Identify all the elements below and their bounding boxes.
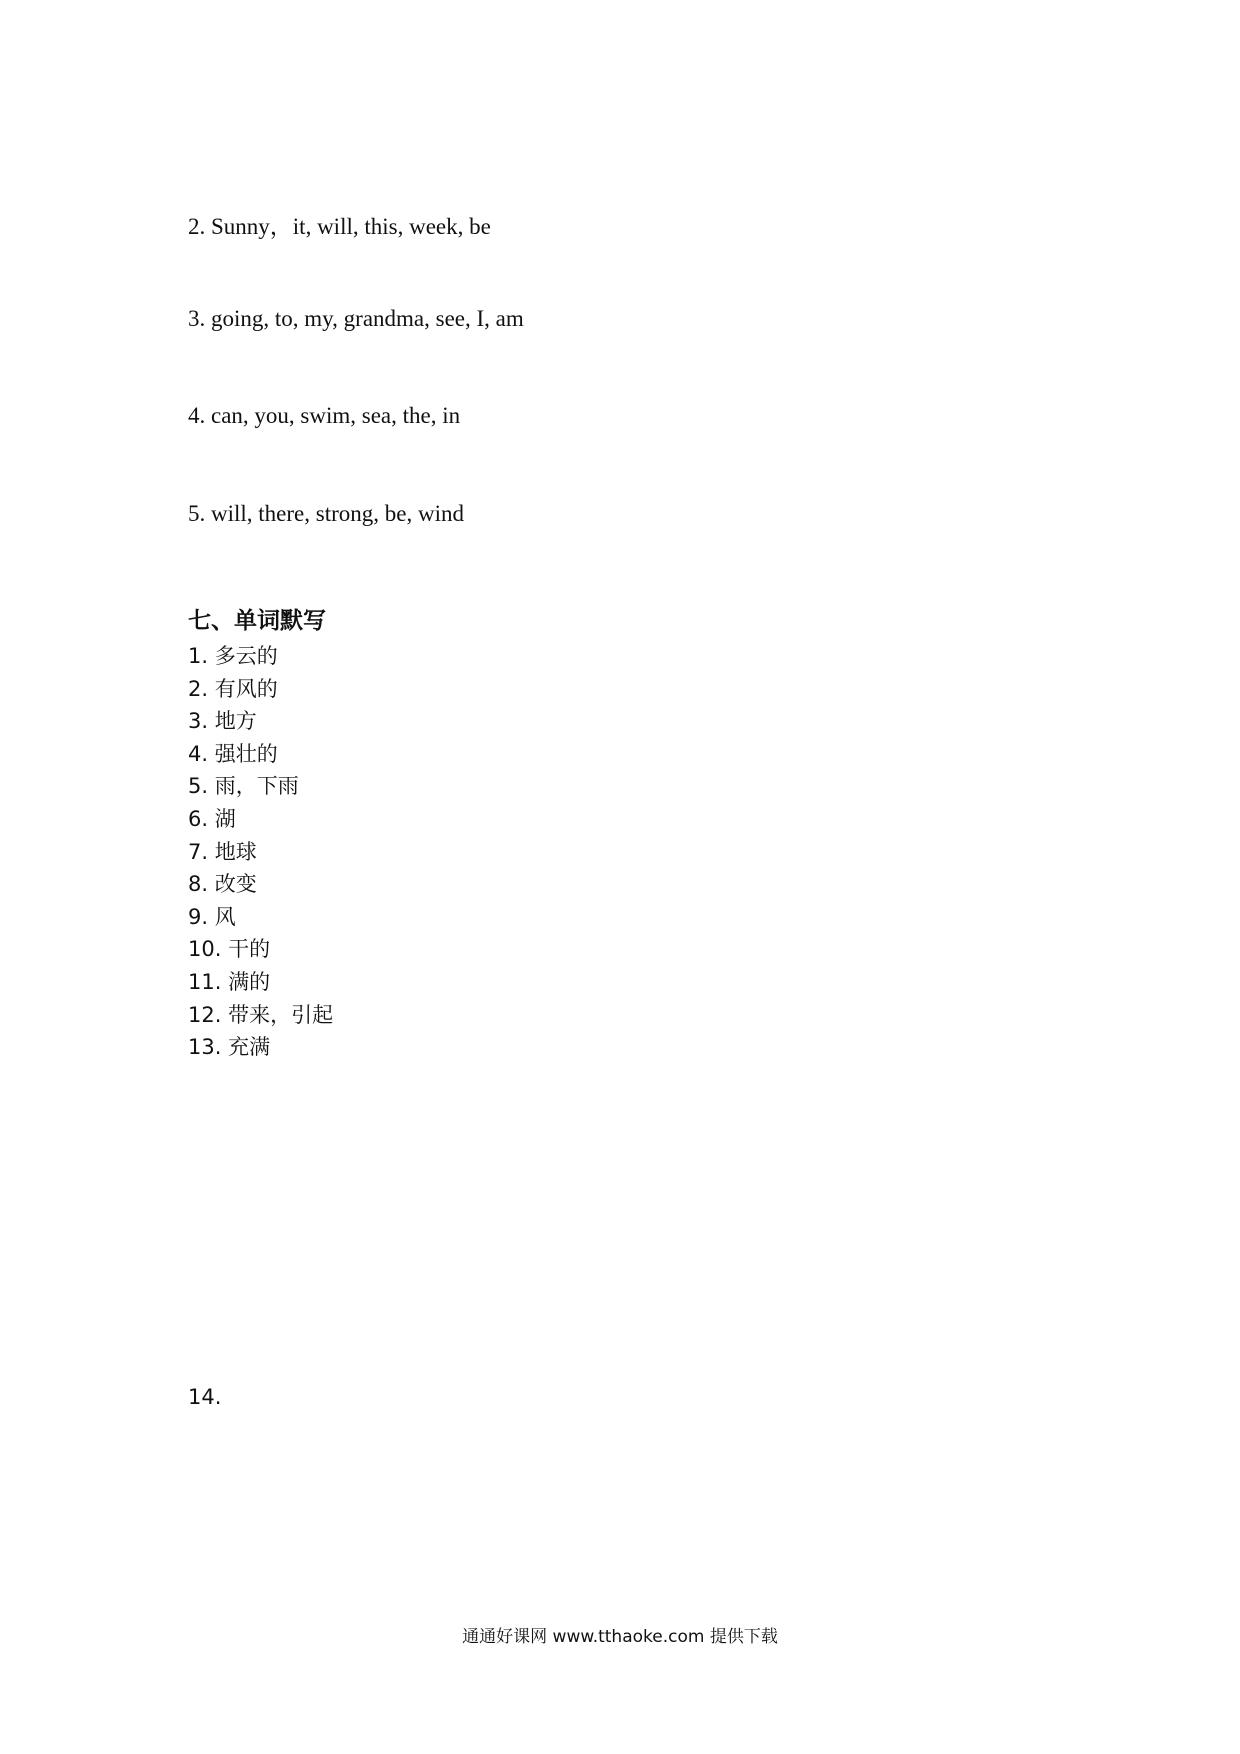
vocab-item: 5. 雨，下雨 — [188, 774, 299, 799]
vocab-item: 6. 湖 — [188, 806, 236, 831]
vocab-item: 7. 地球 — [188, 839, 257, 864]
footer-source: 通通好课网 www.tthaoke.com 提供下载 — [462, 1627, 778, 1647]
vocab-item-14: 14. — [188, 1385, 222, 1409]
reorder-item-2: 2. Sunny，it, will, this, week, be — [188, 214, 491, 239]
vocab-item: 1. 多云的 — [188, 644, 278, 668]
reorder-item-4: 4. can, you, swim, sea, the, in — [188, 403, 461, 428]
reorder-item-5: 5. will, there, strong, be, wind — [188, 501, 464, 526]
reorder-item-3: 3. going, to, my, grandma, see, I, am — [188, 306, 524, 331]
vocab-item: 3. 地方 — [188, 709, 257, 734]
vocab-item: 2. 有风的 — [188, 676, 278, 701]
vocab-item: 8. 改变 — [188, 872, 257, 897]
vocab-item: 4. 强壮的 — [188, 741, 278, 766]
vocab-item: 11. 满的 — [188, 969, 271, 994]
vocab-item: 13. 充满 — [188, 1035, 271, 1060]
vocab-item: 9. 风 — [188, 904, 236, 929]
section-7-heading: 七、单词默写 — [188, 607, 326, 634]
vocab-item: 12. 带来，引起 — [188, 1002, 334, 1027]
vocab-list — [188, 640, 333, 1064]
vocab-item: 10. 干的 — [188, 937, 271, 962]
